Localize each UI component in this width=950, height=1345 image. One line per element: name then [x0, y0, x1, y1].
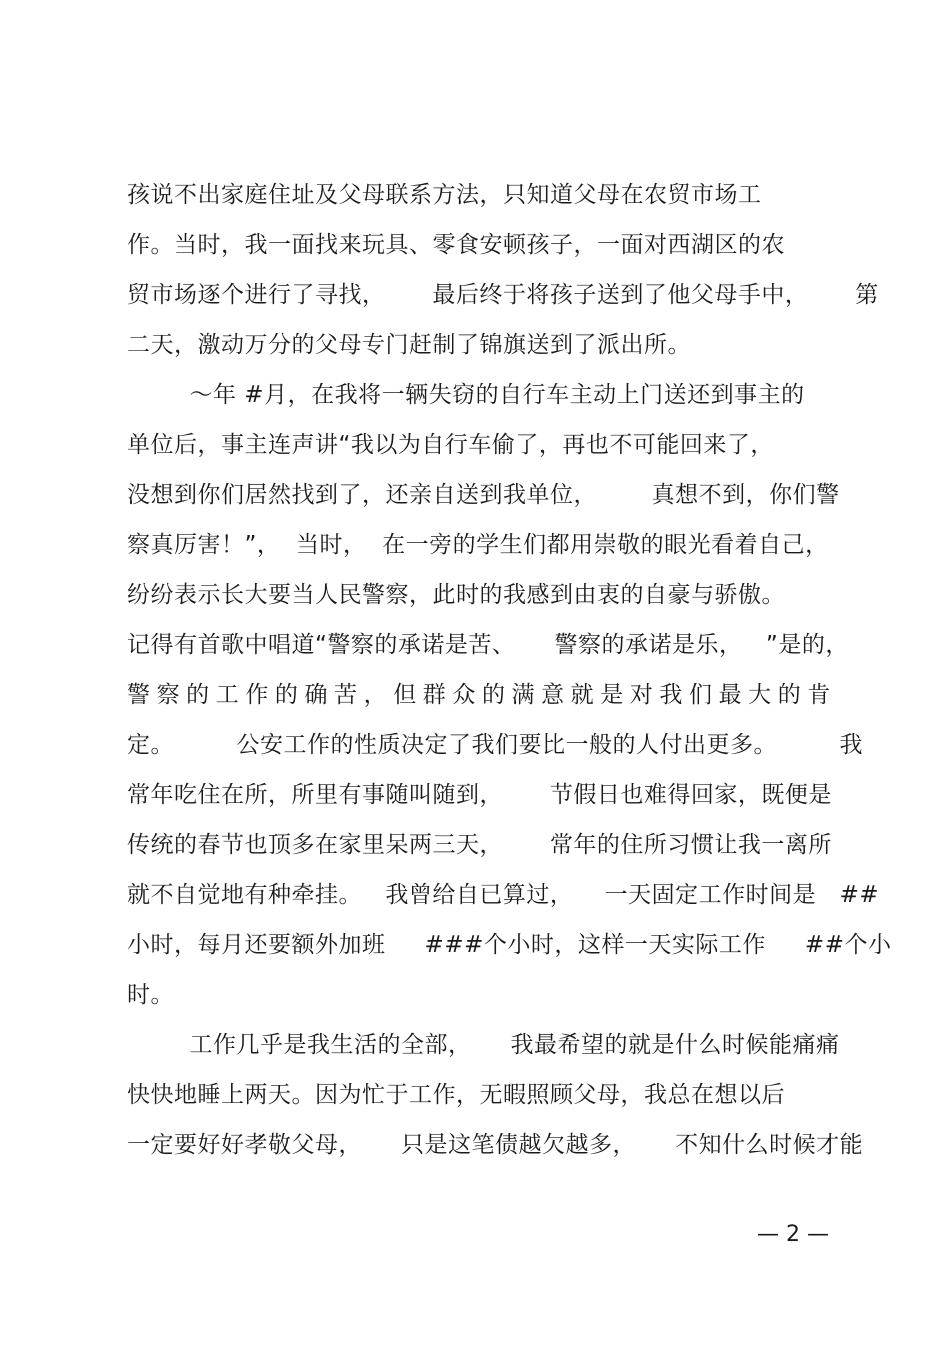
text-line: 就不自觉地有种牵挂。 我曾给自已算过， 一天固定工作时间是 ## [127, 882, 880, 908]
spaced-char: 群 [422, 682, 447, 708]
spaced-char: 但 [393, 682, 417, 708]
spaced-char: 的 [186, 682, 210, 708]
text-line: 纷纷表示长大要当人民警察，此时的我感到由衷的自豪与骄傲。 [127, 582, 785, 608]
spaced-char: 们 [688, 682, 713, 708]
text-line: 察真厉害！”， 当时， 在一旁的学生们都用崇敬的眼光看着自己， [127, 532, 829, 558]
page-number: — 2 — [757, 1222, 829, 1247]
spaced-char: 大 [748, 682, 772, 708]
text-line: 作。当时，我一面找来玩具、零食安顿孩子，一面对西湖区的农 [127, 232, 785, 258]
spaced-char: 满 [511, 682, 536, 708]
spaced-char: ， [363, 682, 388, 708]
spaced-char: 意 [541, 682, 565, 708]
spaced-char: 对 [629, 682, 654, 708]
spaced-char: 我 [659, 682, 683, 708]
spaced-char: 警 [127, 682, 151, 708]
spaced-char: 确 [304, 682, 328, 708]
spaced-char: 众 [452, 682, 476, 708]
text-line-spaced [127, 680, 831, 710]
spaced-char: 最 [718, 682, 743, 708]
text-line: 小时，每月还要额外加班 ###个小时，这样一天实际工作 ##个小 [127, 932, 892, 958]
spaced-char: 是 [600, 682, 624, 708]
text-line: 定。 公安工作的性质决定了我们要比一般的人付出更多。 我 [127, 732, 863, 758]
spaced-char: 工 [215, 682, 240, 708]
spaced-char: 作 [245, 682, 269, 708]
text-line: 孩说不出家庭住址及父母联系方法，只知道父母在农贸市场工 [127, 182, 762, 208]
spaced-char: 就 [570, 682, 595, 708]
spaced-char: 察 [156, 682, 181, 708]
text-line: 常年吃住在所，所里有事随叫随到， 节假日也难得回家，既便是 [127, 782, 832, 808]
text-line: 没想到你们居然找到了，还亲自送到我单位， 真想不到，你们警 [127, 482, 840, 508]
text-line: 传统的春节也顶多在家里呆两三天， 常年的住所习惯让我一离所 [127, 832, 832, 858]
spaced-char: 的 [274, 682, 299, 708]
text-line: 单位后，事主连声讲“我以为自行车偷了，再也不可能回来了， [127, 432, 774, 458]
text-line: 贸市场逐个进行了寻找， 最后终于将孩子送到了他父母手中， 第 [127, 282, 879, 308]
text-line: ～年 #月，在我将一辆失窃的自行车主动上门送还到事主的 [127, 382, 805, 408]
text-line: 二天，激动万分的父母专门赶制了锦旗送到了派出所。 [127, 332, 691, 358]
text-line: 一定要好好孝敬父母， 只是这笔债越欠越多， 不知什么时候才能 [127, 1132, 864, 1158]
text-line: 时。 [127, 982, 174, 1008]
text-line: 快快地睡上两天。因为忙于工作，无暇照顾父母，我总在想以后 [127, 1082, 785, 1108]
text-line: 工作几乎是我生活的全部， 我最希望的就是什么时候能痛痛 [127, 1032, 840, 1058]
text-line: 记得有首歌中唱道“警察的承诺是苦、 警察的承诺是乐， ”是的， [127, 632, 849, 658]
spaced-char: 的 [481, 682, 506, 708]
spaced-char: 肯 [807, 682, 831, 708]
spaced-char: 苦 [334, 682, 358, 708]
spaced-char: 的 [777, 682, 802, 708]
